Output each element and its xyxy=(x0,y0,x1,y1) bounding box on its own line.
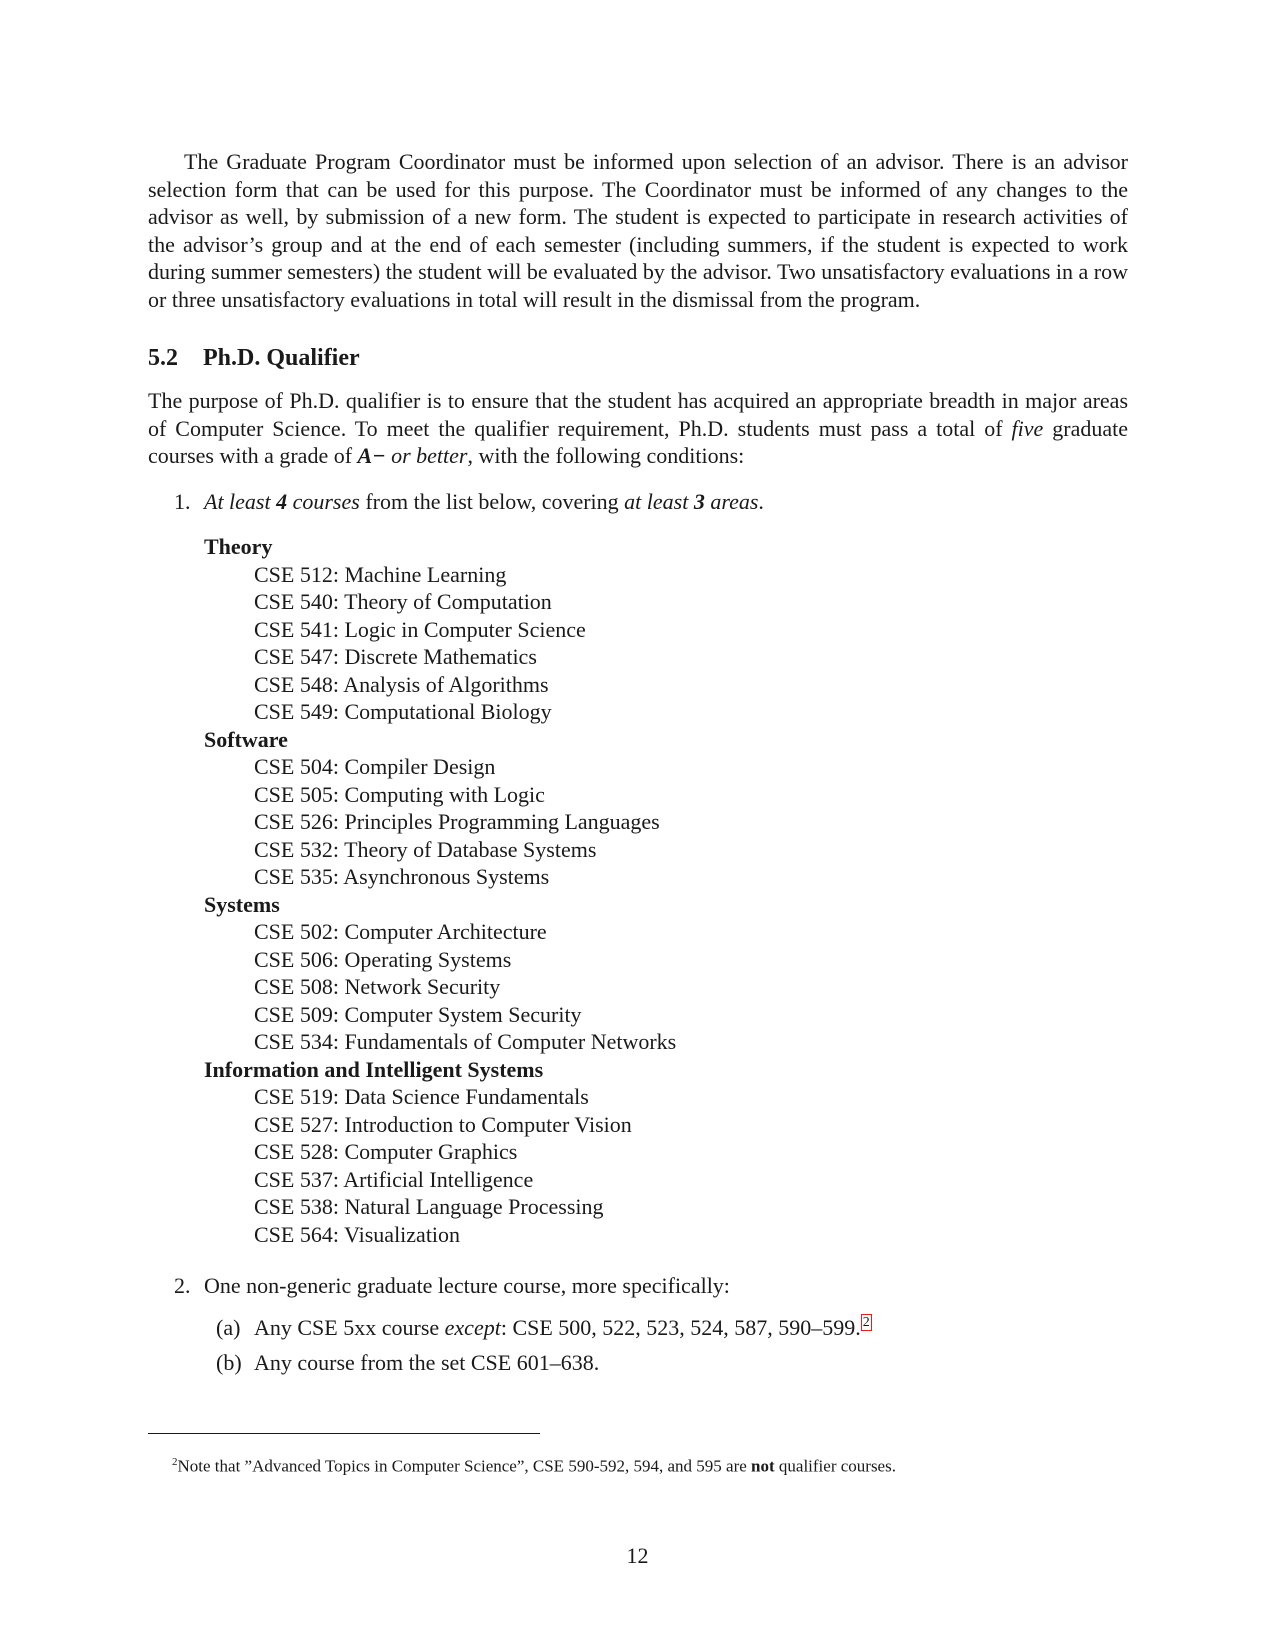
sub-item-a-post: : CSE 500, 522, 523, 524, 587, 590–599. xyxy=(500,1314,861,1340)
section-paragraph-text-1: The purpose of Ph.D. qualifier is to ensure that the student has acquired an appropriate breadth in major areas of Computer Science. To meet the qualifier requirement, Ph.D. students must pass a total of xyxy=(148,388,1128,441)
footnote-text-bold: not xyxy=(751,1456,775,1476)
condition-1-text xyxy=(204,488,1128,516)
sub-item-b-text: Any course from the set CSE 601–638. xyxy=(254,1350,600,1375)
footnote xyxy=(148,1452,1128,1477)
course-item: CSE 504: Compiler Design xyxy=(254,754,496,779)
section-paragraph xyxy=(148,387,1128,470)
area-title-systems: Systems xyxy=(204,891,280,917)
condition-1-bold-count: 4 xyxy=(276,488,288,514)
course-item: CSE 549: Computational Biology xyxy=(254,699,552,724)
area-title-theory: Theory xyxy=(204,534,273,559)
course-item: CSE 548: Analysis of Algorithms xyxy=(254,671,549,697)
course-item: CSE 534: Fundamentals of Computer Networks xyxy=(254,1029,677,1054)
course-item: CSE 506: Operating Systems xyxy=(254,946,512,972)
page-number: 12 xyxy=(626,1543,649,1568)
section-paragraph-emphasis-five: five xyxy=(1011,415,1044,441)
sub-item-a-except: except xyxy=(444,1314,501,1340)
condition-2-sublist xyxy=(204,1314,1128,1377)
course-areas xyxy=(204,533,1128,1248)
footnote-number: 2 xyxy=(172,1456,178,1468)
condition-1-emphasis-b: courses xyxy=(287,488,360,514)
course-item: CSE 540: Theory of Computation xyxy=(254,589,552,614)
footnote-text-post: qualifier courses. xyxy=(774,1456,896,1476)
condition-1-end: . xyxy=(758,488,764,514)
course-item: CSE 538: Natural Language Processing xyxy=(254,1194,604,1219)
condition-1-bold-areas: 3 xyxy=(693,488,705,514)
footnote-text-pre: Note that ”Advanced Topics in Computer Science”, CSE 590-592, 594, and 595 are xyxy=(177,1456,752,1476)
course-item: CSE 519: Data Science Fundamentals xyxy=(254,1084,589,1109)
course-item: CSE 502: Computer Architecture xyxy=(254,919,547,944)
course-item: CSE 528: Computer Graphics xyxy=(254,1139,518,1164)
condition-1-emphasis-a: At least xyxy=(204,488,277,514)
page-body xyxy=(148,148,1128,1385)
course-item: CSE 509: Computer System Security xyxy=(254,1001,582,1027)
list-marker: 2. xyxy=(174,1273,191,1298)
course-item: CSE 527: Introduction to Computer Vision xyxy=(254,1111,632,1137)
course-item: CSE 535: Asynchronous Systems xyxy=(254,864,550,889)
condition-1-emphasis-c: at least xyxy=(624,488,694,514)
area-title-information-intelligent-systems: Information and Intelligent Systems xyxy=(204,1056,544,1082)
course-item: CSE 508: Network Security xyxy=(254,974,501,999)
conditions-list xyxy=(148,488,1128,1377)
sub-item-a-pre: Any CSE 5xx course xyxy=(254,1314,445,1340)
section-paragraph-text-2: graduate courses with a grade of xyxy=(148,415,1128,468)
intro-paragraph: The Graduate Program Coordinator must be informed upon selection of an advisor. There is an advisor selection form that can be used for this purpose. The Coordinator must be informed of any changes to the advisor as well, by submission of a new form. The student is expected to participate in research activities of the advisor’s group and at the end of each semester (including summers, if the student is expected to work during summer semesters) the student will be evaluated by the advisor. Two unsatisfactory evaluations in a row or three unsatisfactory evaluations in total will result in the dismissal from the program. xyxy=(148,149,1128,312)
condition-2-text: One non-generic graduate lecture course, more specifically: xyxy=(204,1273,730,1298)
sub-item-b xyxy=(204,1349,1128,1377)
course-item: CSE 541: Logic in Computer Science xyxy=(254,616,586,642)
condition-item-2 xyxy=(148,1272,1128,1377)
footnote-divider xyxy=(148,1433,540,1434)
area-title-software: Software xyxy=(204,726,288,752)
condition-1-emphasis-d: areas xyxy=(704,488,759,514)
course-item: CSE 564: Visualization xyxy=(254,1221,461,1247)
section-title: Ph.D. Qualifier xyxy=(203,345,360,371)
condition-item-1 xyxy=(148,488,1128,1249)
course-item: CSE 532: Theory of Database Systems xyxy=(254,836,597,862)
sub-item-marker: (b) xyxy=(216,1350,242,1375)
section-number: 5.2 xyxy=(148,345,178,371)
section-paragraph-emphasis-better: or better xyxy=(385,443,468,468)
course-item: CSE 512: Machine Learning xyxy=(254,561,507,587)
sub-item-marker: (a) xyxy=(216,1314,241,1340)
section-heading xyxy=(148,343,1128,373)
footnote-reference-link[interactable]: 2 xyxy=(862,1315,870,1331)
sub-item-a xyxy=(204,1314,1128,1342)
course-item: CSE 505: Computing with Logic xyxy=(254,781,545,807)
list-marker: 1. xyxy=(174,488,191,514)
condition-1-text-mid: from the list below, covering xyxy=(359,488,625,514)
course-item: CSE 537: Artificial Intelligence xyxy=(254,1166,534,1192)
section-paragraph-grade: A− xyxy=(357,443,386,468)
course-item: CSE 547: Discrete Mathematics xyxy=(254,644,537,669)
course-item: CSE 526: Principles Programming Languages xyxy=(254,809,660,834)
section-paragraph-text-3: , with the following conditions: xyxy=(467,443,745,468)
